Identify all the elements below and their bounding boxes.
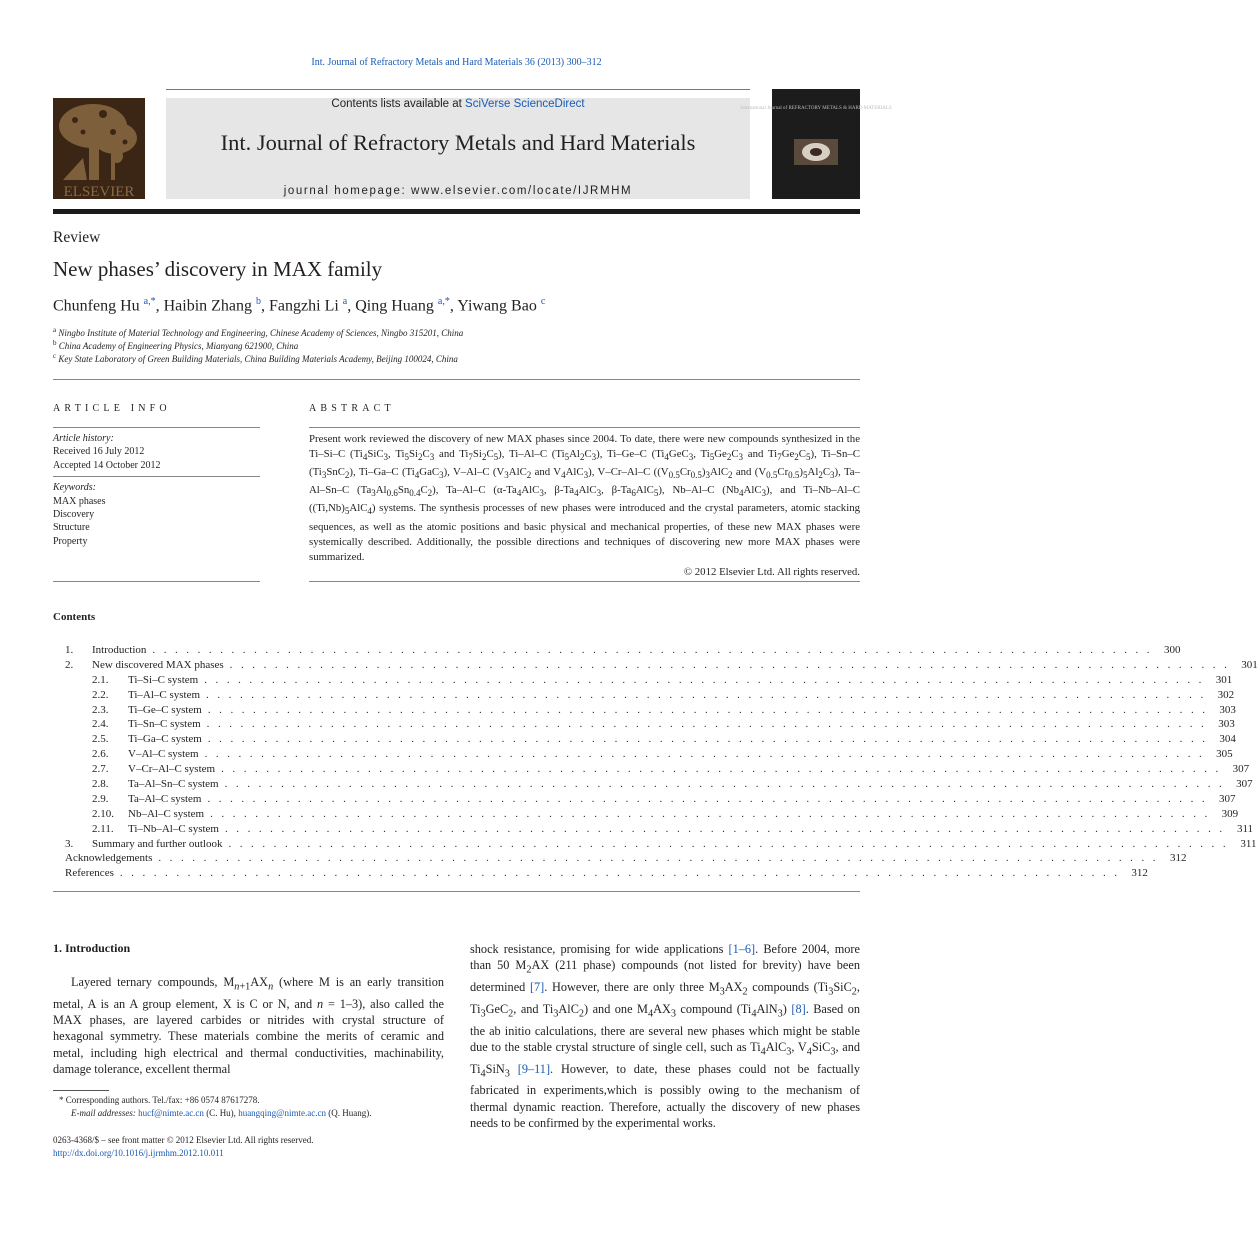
- accepted-date: Accepted 14 October 2012: [53, 459, 161, 471]
- divider: [53, 379, 860, 380]
- citation-link[interactable]: [7]: [529, 980, 545, 995]
- toc-title[interactable]: Ti–Si–C system: [128, 673, 199, 686]
- toc-number: 2.7.: [92, 763, 109, 776]
- toc-leader: . . . . . . . . . . . . . . . . . . . . . . . . . . . . . . . . . . . . . . . . . . . . . . . . . . . . . . . . . . . . . . . . . . . . . . . . . . . . . . . . . . . . . . . . .: [152, 644, 1153, 656]
- toc-number: 2.: [65, 658, 74, 671]
- toc-leader: . . . . . . . . . . . . . . . . . . . . . . . . . . . . . . . . . . . . . . . . . . . . . . . . . . . . . . . . . . . . . . . . . . . . . . . . . . . . . . . . . . . . . . . . .: [228, 837, 1229, 850]
- toc-page: 301: [1241, 658, 1258, 671]
- intro-paragraph-continued: shock resistance, promising for wide applications [1–6]. Before 2004, more than 50 $M_2AX$ (211 phase) compounds (not listed for brevity) have been determined [7]. However, there are only three $M_3AX_2$ compounds ($Ti_3SiC_2$, $Ti_3GeC_2$, and $Ti_3AlC_2$) and one $M_4AX_3$ compound $(Ti_4AlN_3)$ [8]. Based on the ab initio calculations, there are several new phases which might be stable due to the stable crystal structure of single cell, such as $Ti_4AlC_3$, $V_4SiC_3$, and $Ti_4SiN_3$ [9–11]. However, to date, these phases could not be factually fabricated in experiments,which is possibly owing to the mechanism of thermal dynamic reaction. Therefore, actually the discovery of new phases needs to be confirmed by the experimental works.: [470, 942, 861, 1130]
- toc-number: 3.: [65, 837, 74, 850]
- article-type: Review: [53, 229, 101, 246]
- divider: [309, 581, 860, 582]
- toc-number: 2.1.: [92, 673, 109, 686]
- toc-title[interactable]: Nb–Al–C system: [128, 807, 205, 820]
- toc-page: 309: [1221, 807, 1239, 820]
- toc-leader: . . . . . . . . . . . . . . . . . . . . . . . . . . . . . . . . . . . . . . . . . . . . . . . . . . . . . . . . . . . . . . . . . . . . . . . . . . . . . . . . . . . . . . . . .: [158, 852, 1159, 865]
- toc-entry[interactable]: [53, 837, 1257, 852]
- toc-leader: . . . . . . . . . . . . . . . . . . . . . . . . . . . . . . . . . . . . . . . . . . . . . . . . . . . . . . . . . . . . . . . . . . . . . . . . . . . . . . . . . . . . . . . . .: [221, 763, 1222, 776]
- toc-page: 301: [1215, 673, 1233, 686]
- citation-link[interactable]: [9–11]: [517, 1061, 551, 1076]
- toc-entry[interactable]: [53, 866, 1148, 881]
- journal-title: Int. Journal of Refractory Metals and Hard Materials: [220, 130, 696, 155]
- keyword: MAX phases: [53, 495, 106, 507]
- toc-page: 307: [1219, 792, 1236, 805]
- divider: [53, 581, 260, 582]
- toc-number: 2.11.: [92, 822, 114, 835]
- toc-entry[interactable]: [53, 851, 1187, 866]
- toc-number: 2.8.: [92, 778, 109, 791]
- author-affiliation-mark[interactable]: c: [540, 296, 546, 307]
- toc-entry[interactable]: [53, 673, 1233, 688]
- toc-page: 305: [1216, 748, 1233, 761]
- toc-leader: . . . . . . . . . . . . . . . . . . . . . . . . . . . . . . . . . . . . . . . . . . . . . . . . . . . . . . . . . . . . . . . . . . . . . . . . . . . . . . . . . . . . . . . . .: [204, 748, 1205, 761]
- toc-number: 2.2.: [92, 688, 109, 701]
- author-name: Yiwang Bao: [457, 297, 537, 315]
- toc-page: 311: [1236, 822, 1254, 835]
- toc-number: 2.3.: [92, 703, 109, 716]
- toc-title[interactable]: New discovered MAX phases: [92, 658, 224, 671]
- keyword: Structure: [53, 522, 90, 534]
- abstract-label: ABSTRACT: [309, 403, 395, 414]
- elsevier-tree-icon: [53, 98, 145, 199]
- table-of-contents: [53, 643, 1258, 881]
- journal-cover[interactable]: [740, 89, 892, 199]
- toc-page: 304: [1219, 733, 1236, 746]
- toc-title[interactable]: Ti–Nb–Al–C system: [128, 822, 219, 835]
- toc-page: 312: [1169, 852, 1187, 865]
- toc-title[interactable]: Ta–Al–C system: [128, 792, 202, 805]
- toc-page: 307: [1236, 778, 1253, 791]
- toc-leader: . . . . . . . . . . . . . . . . . . . . . . . . . . . . . . . . . . . . . . . . . . . . . . . . . . . . . . . . . . . . . . . . . . . . . . . . . . . . . . . . . . . . . . . . .: [207, 792, 1208, 805]
- toc-number: 2.5.: [92, 733, 109, 746]
- contents-prefix: Contents lists available at: [331, 98, 466, 110]
- toc-entry[interactable]: [53, 747, 1233, 762]
- intro-heading: 1. Introduction: [53, 941, 131, 955]
- toc-title[interactable]: Summary and further outlook: [92, 837, 223, 850]
- toc-entry[interactable]: [53, 792, 1236, 807]
- email-owner: (C. Hu),: [203, 1108, 239, 1118]
- keyword: Discovery: [53, 509, 95, 521]
- toc-number: 2.6.: [92, 748, 109, 761]
- cover-image-icon: [740, 89, 892, 199]
- citation-link[interactable]: [8]: [791, 1001, 806, 1016]
- toc-page: 311: [1240, 837, 1257, 850]
- footnote-rule: [53, 1090, 109, 1091]
- affiliation-text: Ningbo Institute of Material Technology and Engineering, Chinese Academy of Sciences, Ningbo 315201, China: [58, 328, 464, 338]
- toc-title[interactable]: References: [65, 867, 114, 880]
- email-link[interactable]: hucf@nimte.ac.cn: [138, 1108, 204, 1118]
- affiliation-mark: c: [53, 352, 57, 360]
- toc-entry[interactable]: [53, 658, 1258, 673]
- toc-page: 300: [1163, 644, 1181, 656]
- toc-title[interactable]: Introduction: [92, 644, 147, 656]
- corresponding-author: * Corresponding authors. Tel./fax: +86 0574 87617278.: [59, 1095, 260, 1105]
- affiliation: [53, 352, 458, 364]
- abstract-body: Present work reviewed the discovery of new MAX phases since 2004. To date, there were new compounds synthesized in the Ti–Si–C ($Ti_4SiC_3$, $Ti_5Si_2C_3$ and $Ti_7Si_2C_5$), Ti–Al–C $(Ti_5Al_2C_3)$, Ti–Ge–C ($Ti_4GeC_3$, $Ti_5Ge_2C_3$ and $Ti_7Ge_2C_5$), Ti–Sn–C $(Ti_3SnC_2)$, Ti–Ga–C $(Ti_4GaC_3)$, V–Al–C ($V_3AlC_2$ and $V_4AlC_3$), V–Cr–Al–C ($(V_{0.5}Cr_{0.5})_3AlC_2$ and $(V_{0.5}Cr_{0.5})_5Al_2C_3$), Ta–Al–Sn–C $(Ta_3Al_{0.6}Sn_{0.4}C_2)$, Ta–Al–C ($\alpha-Ta_4AlC_3$, $\beta-Ta_4AlC_3$, $\beta-Ta_6AlC_5$), Nb–Al–C $(Nb_4AlC_3)$, and Ti–Nb–Al–C $((Ti,Nb)_5AlC_4)$ systems. The synthesis processes of new phases were introduced and the crystal parameters, atomic stacking sequences, as well as the atomic positions and basic physical and mechanical properties, of these new MAX phases were systemically described. Additionally, the possible directions and techniques of discovering new more MAX phases were summarized. © 2012 Elsevier Ltd. All rights reserved.: [309, 433, 860, 578]
- cover-title: International Journal of REFRACTORY METALS & HARD MATERIALS: [740, 106, 892, 111]
- citation-link[interactable]: [1–6]: [728, 942, 756, 956]
- sciencedirect-link[interactable]: SciVerse ScienceDirect: [465, 98, 585, 110]
- toc-entry[interactable]: [53, 762, 1250, 777]
- toc-page: 312: [1131, 867, 1148, 880]
- toc-entry[interactable]: [53, 717, 1235, 732]
- elsevier-wordmark: ELSEVIER: [63, 184, 135, 200]
- toc-number: 2.9.: [92, 792, 109, 805]
- toc-title[interactable]: V–Al–C system: [128, 748, 199, 761]
- contents-availability: [166, 98, 750, 110]
- toc-leader: . . . . . . . . . . . . . . . . . . . . . . . . . . . . . . . . . . . . . . . . . . . . . . . . . . . . . . . . . . . . . . . . . . . . . . . . . . . . . . . . . . . . . . . . .: [224, 778, 1225, 791]
- affiliation-mark: a: [53, 326, 57, 334]
- affiliation: [53, 326, 463, 338]
- intro-paragraph: Layered ternary compounds, $M_{n+1}AX_n$ (where M is an early transition metal, A is an A group element, X is C or N, and n = 1–3), also called the MAX phases, are layered carbides or nitrides with crystal structure of hexagonal symmetry. These materials combine the merits of ceramic and metal, including high electrical and thermal conductivities, machinability, damage tolerance, excellent thermal: [53, 975, 444, 1076]
- keyword: Property: [53, 535, 88, 547]
- toc-leader: . . . . . . . . . . . . . . . . . . . . . . . . . . . . . . . . . . . . . . . . . . . . . . . . . . . . . . . . . . . . . . . . . . . . . . . . . . . . . . . . . . . . . . . . .: [206, 688, 1207, 701]
- received-date: Received 16 July 2012: [53, 446, 145, 458]
- toc-page: 302: [1217, 688, 1235, 701]
- toc-leader: . . . . . . . . . . . . . . . . . . . . . . . . . . . . . . . . . . . . . . . . . . . . . . . . . . . . . . . . . . . . . . . . . . . . . . . . . . . . . . . . . . . . . . . . .: [210, 807, 1211, 820]
- toc-title[interactable]: Ti–Ga–C system: [128, 733, 202, 746]
- journal-citation[interactable]: Int. Journal of Refractory Metals and Hard Materials 36 (2013) 300–312: [311, 57, 602, 68]
- author-list: Chunfeng Hu $^{a,*}$, Haibin Zhang $^b$, Fangzhi Li $^a$, Qing Huang $^{a,*}$, Yiwang Bao $^c$: [53, 296, 546, 315]
- keywords-label: Keywords:: [53, 482, 96, 494]
- toc-entry[interactable]: [53, 703, 1236, 718]
- toc-page: 307: [1232, 763, 1250, 776]
- toc-title[interactable]: V–Cr–Al–C system: [128, 763, 216, 776]
- toc-leader: . . . . . . . . . . . . . . . . . . . . . . . . . . . . . . . . . . . . . . . . . . . . . . . . . . . . . . . . . . . . . . . . . . . . . . . . . . . . . . . . . . . . . . . . .: [207, 703, 1208, 716]
- toc-number: 2.4.: [92, 718, 109, 731]
- affiliation: [53, 339, 298, 351]
- header-thick-rule: [53, 209, 860, 214]
- toc-entry[interactable]: [53, 822, 1254, 837]
- toc-number: 2.10.: [92, 807, 114, 820]
- toc-page: 303: [1218, 718, 1235, 731]
- toc-entry[interactable]: [53, 732, 1236, 747]
- email-line: [53, 1107, 453, 1120]
- email-link[interactable]: huangqing@nimte.ac.cn: [238, 1108, 326, 1118]
- author-affiliation-mark[interactable]: a,*: [437, 296, 450, 307]
- affiliation-mark: b: [53, 339, 57, 347]
- author-affiliation-mark[interactable]: b: [256, 296, 262, 307]
- author-name: Fangzhi Li: [269, 297, 339, 315]
- toc-leader: . . . . . . . . . . . . . . . . . . . . . . . . . . . . . . . . . . . . . . . . . . . . . . . . . . . . . . . . . . . . . . . . . . . . . . . . . . . . . . . . . . . . . . . . .: [224, 822, 1226, 835]
- toc-title[interactable]: Ti–Sn–C system: [128, 718, 201, 731]
- divider: [309, 427, 860, 428]
- toc-page: 303: [1219, 703, 1236, 716]
- history-label: Article history:: [53, 433, 114, 444]
- toc-entry[interactable]: [53, 807, 1239, 822]
- toc-entry[interactable]: [53, 643, 1181, 658]
- divider: [53, 891, 860, 892]
- front-matter: [53, 1134, 314, 1160]
- header-rule: [166, 89, 750, 90]
- toc-title[interactable]: Acknowledgements: [65, 852, 153, 865]
- author-name: Haibin Zhang: [163, 297, 253, 315]
- toc-title[interactable]: Ti–Ge–C system: [128, 703, 202, 716]
- toc-leader: . . . . . . . . . . . . . . . . . . . . . . . . . . . . . . . . . . . . . . . . . . . . . . . . . . . . . . . . . . . . . . . . . . . . . . . . . . . . . . . . . . . . . . . . .: [204, 673, 1205, 686]
- toc-entry[interactable]: [53, 777, 1253, 792]
- issn-line: 0263-4368/$ – see front matter © 2012 Elsevier Ltd. All rights reserved.: [53, 1135, 314, 1145]
- article-info-label: ARTICLE INFO: [53, 403, 171, 414]
- author-affiliation-mark[interactable]: a: [342, 296, 348, 307]
- email-owner: (Q. Huang).: [325, 1108, 372, 1118]
- affiliation-text: Key State Laboratory of Green Building Materials, China Building Materials Academy, Beijing 100024, China: [58, 354, 458, 364]
- email-label: E-mail addresses:: [71, 1108, 136, 1118]
- toc-title[interactable]: Ta–Al–Sn–C system: [128, 778, 219, 791]
- toc-leader: . . . . . . . . . . . . . . . . . . . . . . . . . . . . . . . . . . . . . . . . . . . . . . . . . . . . . . . . . . . . . . . . . . . . . . . . . . . . . . . . . . . . . . . . .: [206, 718, 1207, 731]
- toc-leader: . . . . . . . . . . . . . . . . . . . . . . . . . . . . . . . . . . . . . . . . . . . . . . . . . . . . . . . . . . . . . . . . . . . . . . . . . . . . . . . . . . . . . . . . .: [207, 733, 1208, 746]
- doi-link[interactable]: http://dx.doi.org/10.1016/j.ijrmhm.2012.10.011: [53, 1148, 224, 1158]
- toc-entry[interactable]: [53, 688, 1235, 703]
- toc-leader: . . . . . . . . . . . . . . . . . . . . . . . . . . . . . . . . . . . . . . . . . . . . . . . . . . . . . . . . . . . . . . . . . . . . . . . . . . . . . . . . . . . . . . . . .: [229, 658, 1230, 671]
- contents-heading: Contents: [53, 611, 96, 623]
- author-name: Qing Huang: [355, 297, 434, 315]
- article-title: New phases’ discovery in MAX family: [53, 257, 383, 281]
- elsevier-logo[interactable]: [53, 98, 145, 199]
- footnote: [53, 1094, 453, 1120]
- author-affiliation-mark[interactable]: a,*: [143, 296, 156, 307]
- article-info: [53, 427, 260, 548]
- toc-number: 1.: [65, 644, 74, 656]
- journal-homepage[interactable]: journal homepage: www.elsevier.com/locate/IJRMHM: [283, 185, 633, 197]
- affiliation-text: China Academy of Engineering Physics, Mianyang 621900, China: [58, 341, 299, 351]
- author-name: Chunfeng Hu: [53, 297, 140, 315]
- toc-title[interactable]: Ti–Al–C system: [128, 688, 201, 701]
- abstract-copyright: © 2012 Elsevier Ltd. All rights reserved.: [683, 565, 860, 578]
- toc-leader: . . . . . . . . . . . . . . . . . . . . . . . . . . . . . . . . . . . . . . . . . . . . . . . . . . . . . . . . . . . . . . . . . . . . . . . . . . . . . . . . . . . . . . . . .: [119, 867, 1120, 880]
